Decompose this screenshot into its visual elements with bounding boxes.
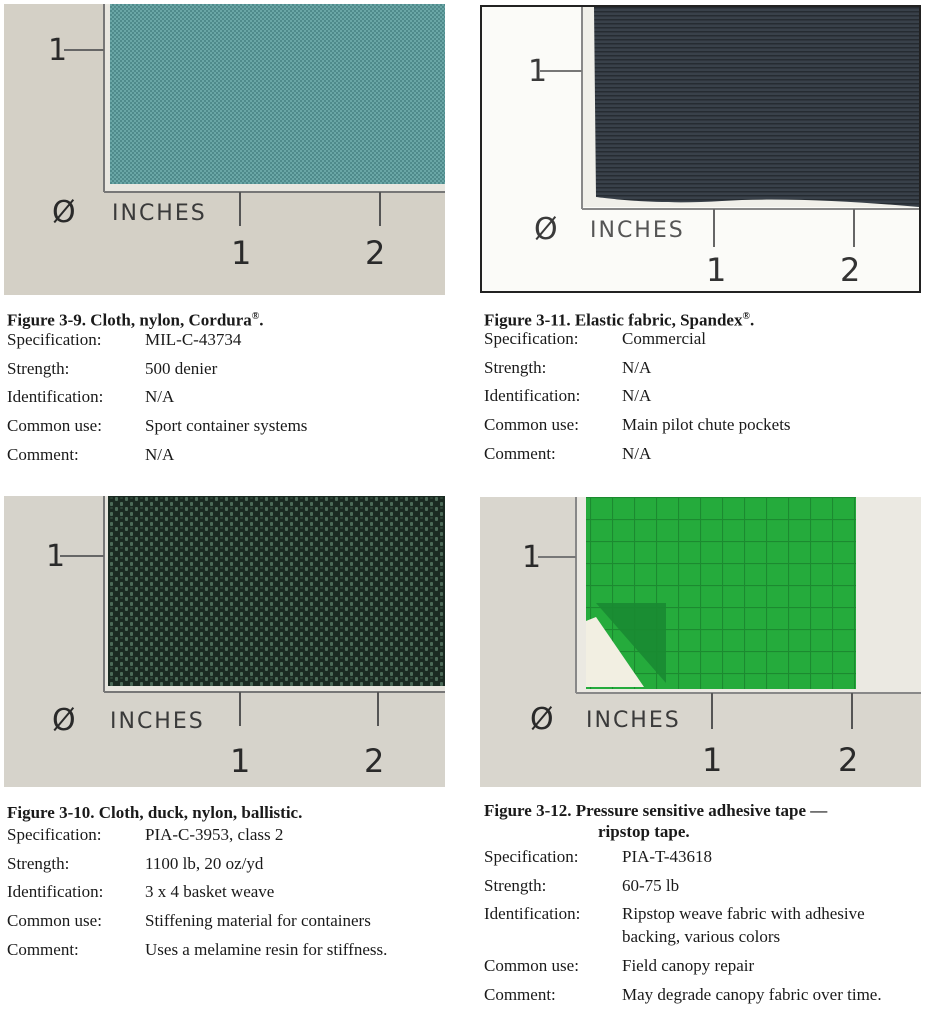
spec-row xyxy=(484,843,924,872)
spec-key: Strength: xyxy=(7,853,70,873)
caption-line-2: ripstop tape. xyxy=(598,822,690,841)
scale-one-vertical: 1 xyxy=(48,33,70,68)
scale-zero: Ø xyxy=(52,703,78,738)
spec-row xyxy=(484,952,924,981)
spec-row xyxy=(484,440,914,469)
spec-key: Common use: xyxy=(7,416,102,436)
scale-zero: Ø xyxy=(52,195,78,230)
figure-3-9-photo xyxy=(4,4,445,295)
caption-line-1: Figure 3-12. Pressure sensitive adhesive tape — xyxy=(484,801,828,820)
figure-3-10-photo xyxy=(4,496,445,787)
spec-key: Common use: xyxy=(7,911,102,931)
spec-key: Specification: xyxy=(484,847,579,866)
spec-value: PIA-T-43618 xyxy=(622,847,713,866)
figure-3-10-specs xyxy=(7,821,447,965)
figure-3-11-specs xyxy=(484,325,914,469)
spec-key: Strength: xyxy=(484,875,547,895)
caption-text: Figure 3-11. Elastic fabric, Spandex xyxy=(484,310,743,330)
spec-row xyxy=(7,850,447,879)
spec-value: PIA-C-3953, class 2 xyxy=(145,825,284,844)
spec-value: 60-75 lb xyxy=(622,875,680,895)
figure-3-9-specs xyxy=(7,326,437,470)
scale-inches: INCHES xyxy=(110,709,205,734)
spec-value: N/A xyxy=(622,443,652,463)
figure-3-11-photo xyxy=(480,5,921,293)
spec-row xyxy=(484,325,914,354)
caption-text: ® xyxy=(742,311,750,322)
caption-text: Figure 3-10. Cloth, duck, nylon, ballistic. xyxy=(7,803,303,822)
figure-3-12-caption xyxy=(484,800,827,842)
spec-value: N/A xyxy=(145,387,175,407)
scale-two: 2 xyxy=(838,741,861,779)
spec-key: Common use: xyxy=(484,415,579,435)
figure-3-12-specs xyxy=(484,843,924,1010)
spec-value: Uses a melamine resin for stiffness. xyxy=(145,939,388,959)
ripstop-tape-swatch xyxy=(586,497,856,689)
spec-key: Specification: xyxy=(7,330,102,349)
spec-row xyxy=(484,354,914,383)
spec-value: N/A xyxy=(622,386,652,406)
caption-text: . xyxy=(749,310,755,330)
spec-row xyxy=(7,878,447,907)
spec-key: Comment: xyxy=(7,444,79,464)
spec-row xyxy=(7,907,447,936)
spec-row xyxy=(7,355,437,384)
cordura-fabric-swatch xyxy=(110,4,445,184)
spec-value: 500 denier xyxy=(145,358,218,378)
spec-key: Identification: xyxy=(7,387,104,407)
spec-key: Comment: xyxy=(7,939,79,959)
caption-text: ® xyxy=(251,311,260,322)
scale-one: 1 xyxy=(702,741,725,779)
spec-row xyxy=(7,441,437,470)
spec-row xyxy=(484,900,924,952)
spec-key: Comment: xyxy=(484,985,556,1005)
figure-3-10-caption xyxy=(7,802,302,823)
spec-value: Main pilot chute pockets xyxy=(622,415,791,435)
spec-row xyxy=(484,382,914,411)
spec-value: 1100 lb, 20 oz/yd xyxy=(145,853,264,873)
spec-value: N/A xyxy=(145,444,175,464)
spec-key: Identification: xyxy=(7,882,104,902)
scale-one-vertical: 1 xyxy=(528,54,550,89)
spec-value: N/A xyxy=(622,357,652,377)
spec-value: Stiffening material for containers xyxy=(145,911,371,931)
spec-value: MIL-C-43734 xyxy=(145,330,242,349)
spec-value: Commercial xyxy=(622,329,707,348)
spec-row xyxy=(7,821,447,850)
scale-zero: Ø xyxy=(534,212,560,247)
scale-inches: INCHES xyxy=(586,708,681,733)
spec-value: 3 x 4 basket weave xyxy=(145,882,275,902)
spec-value: Field canopy repair xyxy=(622,956,755,976)
scale-two: 2 xyxy=(365,234,388,272)
scale-zero: Ø xyxy=(530,702,556,737)
spec-key: Comment: xyxy=(484,443,556,463)
spec-row xyxy=(7,326,437,355)
spec-row xyxy=(484,411,914,440)
ballistic-nylon-swatch xyxy=(108,496,445,686)
spec-key: Common use: xyxy=(484,956,579,976)
spec-key: Identification: xyxy=(484,386,581,406)
spec-row xyxy=(7,936,447,965)
scale-two: 2 xyxy=(364,742,387,780)
scale-one: 1 xyxy=(231,234,254,272)
spec-value: May degrade canopy fabric over time. xyxy=(622,985,882,1005)
caption-text: . xyxy=(259,310,264,330)
spec-key: Strength: xyxy=(7,358,70,378)
scale-one: 1 xyxy=(230,742,253,780)
spec-row xyxy=(484,872,924,901)
spec-key: Identification: xyxy=(484,904,581,924)
scale-one: 1 xyxy=(706,251,729,289)
figure-3-12-photo xyxy=(480,497,921,787)
spec-row xyxy=(484,981,924,1010)
spec-key: Strength: xyxy=(484,357,547,377)
caption-text: Figure 3-9. Cloth, nylon, Cordura xyxy=(7,310,252,330)
spec-row xyxy=(7,412,437,441)
scale-two: 2 xyxy=(840,251,863,289)
scale-one-vertical: 1 xyxy=(46,539,68,574)
scale-inches: INCHES xyxy=(590,218,685,243)
scale-one-vertical: 1 xyxy=(522,540,544,575)
spec-key: Specification: xyxy=(7,825,102,844)
spec-row xyxy=(7,383,437,412)
spec-value: Sport container systems xyxy=(145,416,308,436)
spec-key: Specification: xyxy=(484,329,579,348)
spec-value: Ripstop weave fabric with adhesive backing, various colors xyxy=(622,904,865,947)
scale-inches: INCHES xyxy=(112,201,207,226)
spandex-fabric-swatch xyxy=(594,7,919,207)
